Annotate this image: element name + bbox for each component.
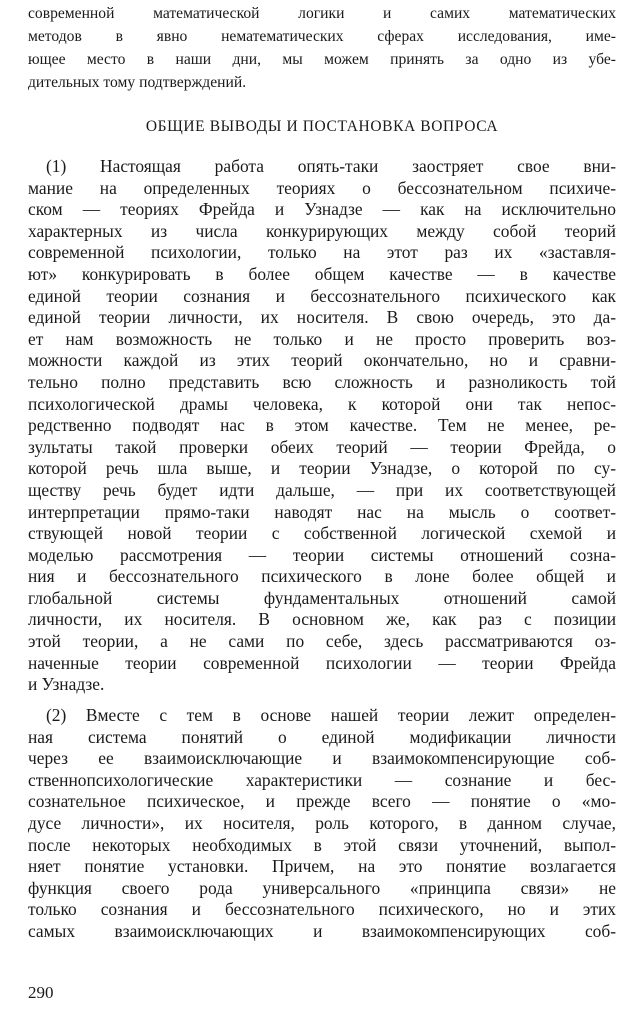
text-line: наченные теории современной психологии — теории Фрейда <box>28 652 616 673</box>
text-line: дусе личности», их носителя, роль которого, в данном случае, <box>28 812 616 833</box>
text-line: ющее место в наши дни, мы можем принять за одно из убе- <box>28 51 616 68</box>
text-line: можности каждой из этих теорий окончательно, но и сравни- <box>28 350 616 371</box>
text-line: ском — теориях Фрейда и Узнадзе — как на исключительно <box>28 199 616 220</box>
text-line: только сознания и бессознательного психического, но и этих <box>28 899 616 920</box>
text-line: современной математической логики и самих математических <box>28 5 616 22</box>
text-line: этой теории, а не сами по себе, здесь рассматриваются оз- <box>28 631 616 652</box>
text-line: единой теории личности, их носителя. В свою очередь, это да- <box>28 307 616 328</box>
text-line: самых взаимоисключающих и взаимокомпенсирующих соб- <box>28 920 616 941</box>
text-line: ствующей новой теории с собственной логической схемой и <box>28 523 616 544</box>
text-line: личности, их носителя. В основном же, как раз с позиции <box>28 609 616 630</box>
text-line: тельно полно представить всю сложность и разноликость той <box>28 371 616 392</box>
text-line: (1) Настоящая работа опять-таки заостряет свое вни- <box>46 156 616 176</box>
text-line: мание на определенных теориях о бессознательном психиче- <box>28 177 616 198</box>
text-line: современной психологии, только на этот раз их «заставля- <box>28 242 616 263</box>
text-line: методов в явно нематематических сферах исследования, име- <box>28 28 616 45</box>
text-line: через ее взаимоисключающие и взаимокомпенсирующие соб- <box>28 748 616 769</box>
text-line: сознательное психическое, и прежде всего — понятие о «мо- <box>28 791 616 812</box>
text-line: ют» конкурировать в более общем качестве — в качестве <box>28 263 616 284</box>
text-line: характерных из числа конкурирующих между собой теорий <box>28 220 616 241</box>
intro-text-block <box>28 2 616 94</box>
text-line: психологической драмы человека, к которой они так непос- <box>28 393 616 414</box>
text-line: ществу речь будет идти дальше, — при их соответствующей <box>28 479 616 500</box>
text-line: интерпретации прямо-таки наводят нас на мысль о соответ- <box>28 501 616 522</box>
text-line: моделью рассмотрения — теории системы отношений созна- <box>28 544 616 565</box>
paragraph-2 <box>28 705 616 943</box>
text-line: ная система понятий о единой модификации личности <box>28 726 616 747</box>
text-line: после некоторых необходимых в этой связи уточнений, выпол- <box>28 834 616 855</box>
text-line: редственно подводят нас в этом качестве. Тем не менее, ре- <box>28 415 616 436</box>
text-line: и Узнадзе. <box>28 674 105 695</box>
text-line: (2) Вместе с тем в основе нашей теории лежит определен- <box>46 705 616 725</box>
text-line: ния и бессознательного психического в лоне более общей и <box>28 566 616 587</box>
section-heading: ОБЩИЕ ВЫВОДЫ И ПОСТАНОВКА ВОПРОСА <box>145 118 499 135</box>
text-line: ственнопсихологические характеристики — сознание и бес- <box>28 769 616 790</box>
text-line: дительных тому подтверждений. <box>28 74 247 91</box>
page-number: 290 <box>28 983 54 1002</box>
text-line: зультаты такой проверки обеих теорий — теории Фрейда, о <box>28 436 616 457</box>
text-line: няет понятие установки. Причем, на это понятие возлагается <box>28 856 616 877</box>
text-line: ет нам возможность не только и не просто проверить воз- <box>28 328 616 349</box>
text-line: которой речь шла выше, и теории Узнадзе, о которой по су- <box>28 458 616 479</box>
text-line: функция своего рода универсального «принципа связи» не <box>28 877 616 898</box>
text-line: глобальной системы фундаментальных отношений самой <box>28 587 616 608</box>
text-line: единой теории сознания и бессознательного психического как <box>28 285 616 306</box>
paragraph-1 <box>28 156 616 696</box>
